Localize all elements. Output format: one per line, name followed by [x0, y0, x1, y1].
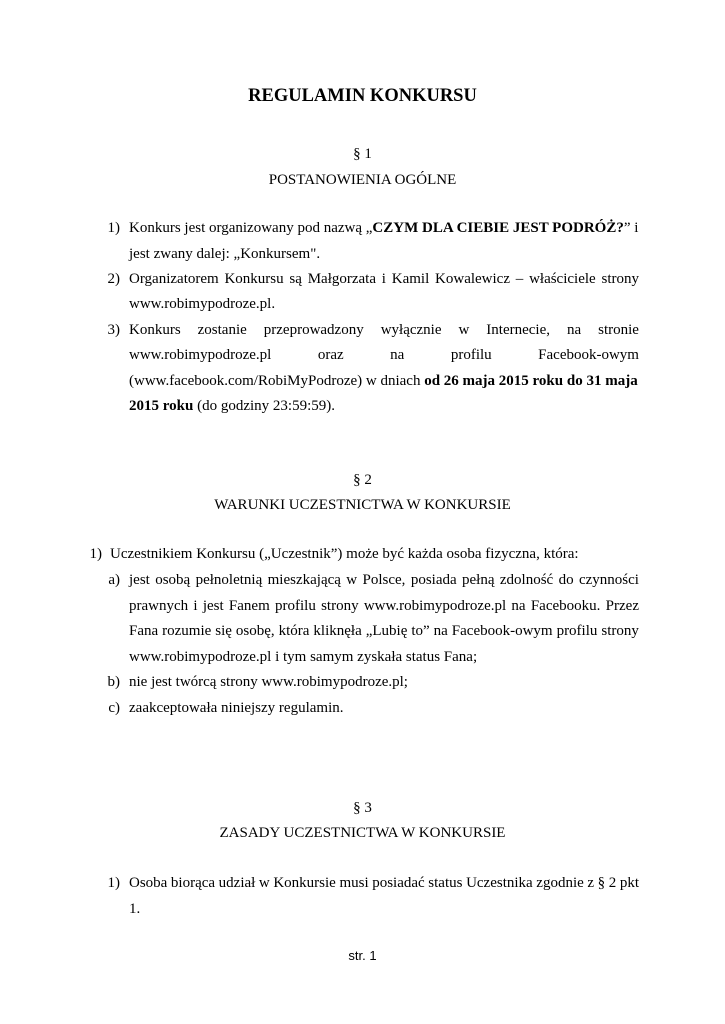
word: są	[289, 271, 302, 287]
word: zostanie	[197, 322, 247, 338]
section-1-heading: POSTANOWIENIA OGÓLNE	[268, 172, 457, 188]
word: prawnych	[129, 598, 189, 614]
word: się	[215, 623, 232, 639]
word: 2	[608, 875, 617, 891]
item-number: 1)	[107, 220, 120, 236]
word: strony	[601, 623, 639, 639]
word: profilu	[450, 347, 492, 363]
item-number: 1)	[89, 546, 102, 562]
item-number: 2)	[107, 271, 120, 287]
paragraph-line	[129, 271, 639, 288]
word: kliknęła	[313, 623, 362, 639]
word: przeprowadzony	[263, 322, 364, 338]
word: Konkursie	[273, 875, 336, 891]
word: na	[433, 623, 448, 639]
word: biorąca	[170, 875, 216, 891]
word: pełnoletnią	[195, 572, 263, 588]
word: musi	[339, 875, 369, 891]
word: wyłącznie	[380, 322, 442, 338]
word: §	[597, 875, 606, 891]
word: Uczestnika	[466, 875, 533, 891]
word: Facebook-owym	[451, 623, 553, 639]
word: i	[381, 271, 386, 287]
word: osobą	[155, 572, 191, 588]
paragraph-line: nie jest twórcą strony www.robimypodroze.pl;	[129, 674, 408, 690]
word: Polsce,	[362, 572, 406, 588]
paragraph-line	[129, 875, 639, 892]
word: zgodnie	[536, 875, 584, 891]
word: Osoba	[129, 875, 168, 891]
word: profilu	[275, 598, 316, 614]
paragraph-line	[129, 347, 639, 364]
word: w	[458, 322, 470, 338]
word: mieszkającą	[267, 572, 341, 588]
word: posiada	[410, 572, 457, 588]
paragraph-line: 2015 roku (do godziny 23:59:59).	[129, 398, 335, 414]
section-3-heading: ZASADY UCZESTNICTWA W KONKURSIE	[219, 825, 506, 841]
paragraph-line	[129, 598, 639, 615]
word: –	[515, 271, 524, 287]
section-2-mark: § 2	[353, 472, 372, 488]
word: w	[346, 572, 358, 588]
word: Fana	[129, 623, 159, 639]
word: Facebooku.	[530, 598, 601, 614]
word: na	[566, 322, 582, 338]
subitem-letter: a)	[108, 572, 120, 588]
paragraph-line	[129, 572, 639, 589]
word: osobę,	[235, 623, 275, 639]
word: status	[428, 875, 463, 891]
word: stronie	[598, 322, 639, 338]
word: Małgorzata	[307, 271, 377, 287]
word: strony	[601, 271, 639, 287]
word: i	[193, 598, 198, 614]
word: w	[258, 875, 270, 891]
paragraph-line: Uczestnikiem Konkursu („Uczestnik”) może być każda osoba fizyczna, która:	[110, 546, 579, 562]
paragraph-line	[129, 623, 639, 640]
word: posiadać	[372, 875, 425, 891]
word: udział	[218, 875, 256, 891]
word: jest	[202, 598, 224, 614]
word: Facebook-owym	[538, 347, 639, 363]
word: która	[278, 623, 310, 639]
subitem-letter: b)	[107, 674, 120, 690]
word: Organizatorem	[129, 271, 219, 287]
word: Konkursu	[224, 271, 284, 287]
word: właściciele	[529, 271, 596, 287]
item-number: 1)	[107, 875, 120, 891]
word: www.robimypodroze.pl	[363, 598, 507, 614]
word: na	[390, 347, 405, 363]
word: profilu	[556, 623, 598, 639]
word: rozumie	[162, 623, 212, 639]
word: to”	[411, 623, 430, 639]
page-number: str. 1	[348, 948, 377, 963]
paragraph-line: www.robimypodroze.pl.	[129, 296, 276, 312]
word: strony	[321, 598, 359, 614]
word: do	[558, 572, 574, 588]
item-number: 3)	[107, 322, 120, 338]
word: oraz	[317, 347, 344, 363]
word: Fanem	[228, 598, 270, 614]
word: jest	[129, 572, 150, 588]
section-2-heading: WARUNKI UCZESTNICTWA W KONKURSIE	[214, 497, 511, 513]
section-1-mark: § 1	[353, 146, 372, 162]
paragraph-line: (www.facebook.com/RobiMyPodroze) w dniach od 26 maja 2015 roku do 31 maja	[129, 373, 638, 389]
paragraph-line	[129, 322, 639, 339]
paragraph-line: 1.	[129, 901, 141, 917]
paragraph-line: zaakceptowała niniejszy regulamin.	[129, 700, 344, 716]
word: pkt	[619, 875, 639, 891]
word: zdolność	[499, 572, 554, 588]
word: na	[511, 598, 526, 614]
paragraph-line: jest zwany dalej: „Konkursem".	[129, 246, 321, 262]
word: Kamil	[391, 271, 430, 287]
paragraph-line: www.robimypodroze.pl i tym samym zyskała status Fana;	[129, 649, 478, 665]
word: „Lubię	[365, 623, 408, 639]
word: z	[587, 875, 595, 891]
word: Konkurs	[129, 322, 181, 338]
paragraph-line: Konkurs jest organizowany pod nazwą „CZYM DLA CIEBIE JEST PODRÓŻ?” i	[129, 220, 639, 236]
subitem-letter: c)	[108, 700, 120, 716]
word: Przez	[605, 598, 639, 614]
word: Kowalewicz	[435, 271, 510, 287]
word: Internecie,	[486, 322, 551, 338]
word: www.robimypodroze.pl	[129, 347, 272, 363]
word: pełną	[462, 572, 495, 588]
section-3-mark: § 3	[353, 800, 372, 816]
word: czynności	[578, 572, 639, 588]
document-title: REGULAMIN KONKURSU	[248, 86, 477, 106]
